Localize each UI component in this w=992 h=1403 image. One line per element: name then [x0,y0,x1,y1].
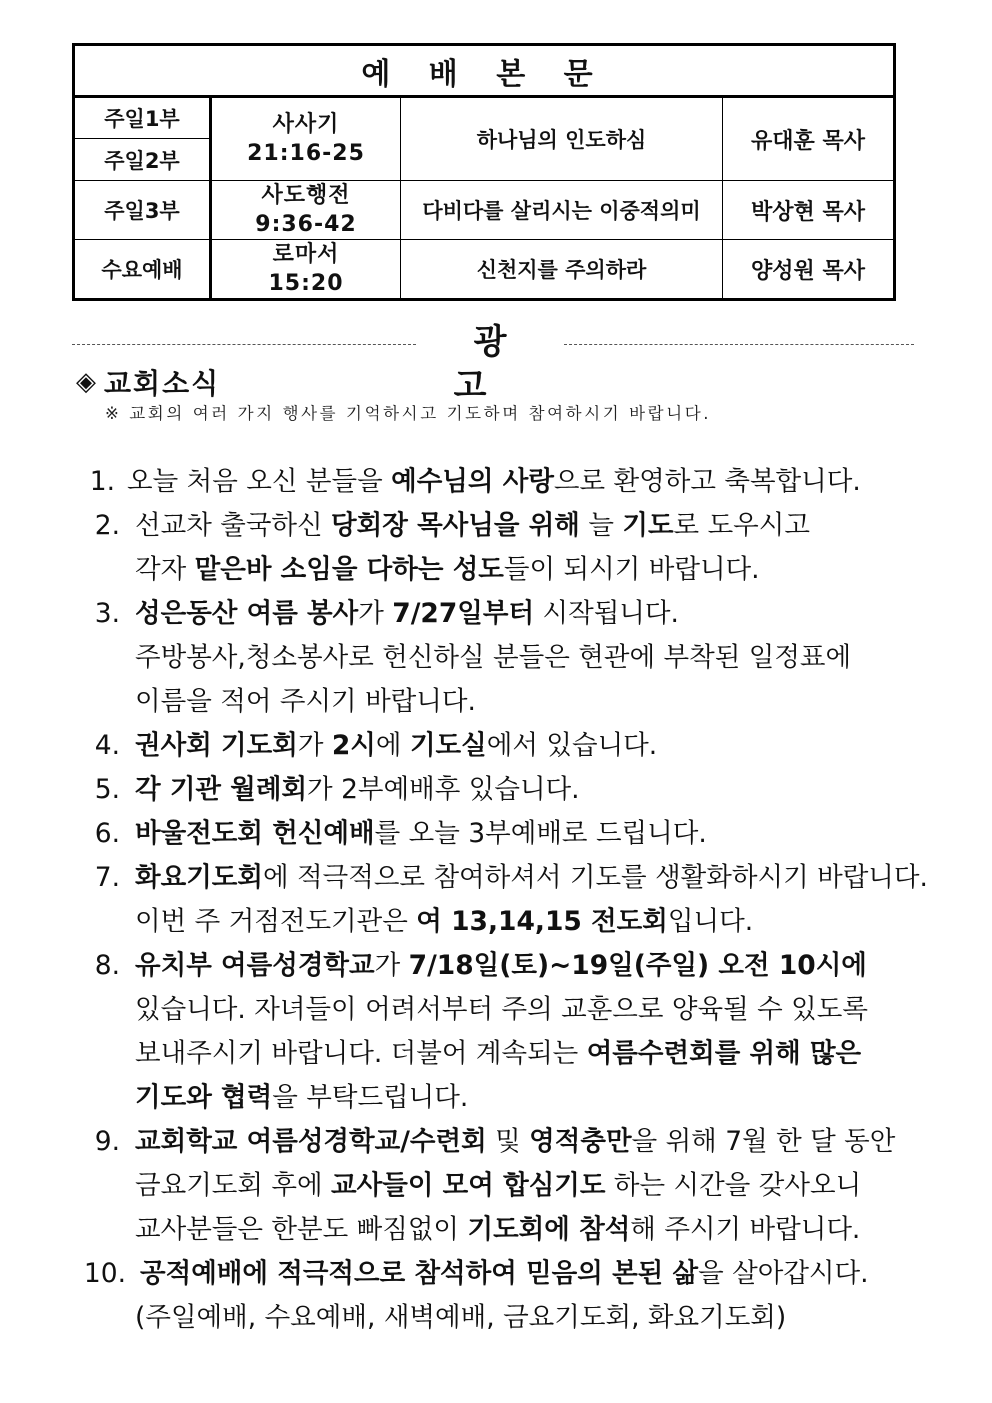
sermon-title: 신천지를 주의하라 [401,240,723,300]
announcement-line [0,812,992,856]
announcement-line [0,988,992,1032]
emphasis-text: 바울전도회 헌신예배 [135,818,375,849]
scripture-ref: 9:36-42 [255,212,357,237]
announcement-line [0,680,992,724]
body-text: 금요기도회 후에 [135,1170,332,1201]
scripture [211,181,401,240]
service-name: 주일1부 [74,97,211,139]
emphasis-text: 성은동산 여름 봉사 [135,598,359,629]
section-note: ※ 교회의 여러 가지 행사를 기억하시고 기도하며 참여하시기 바랍니다. [105,404,712,423]
announcement-number: 7. [94,862,120,893]
body-text: 교사분들은 한분도 빠짐없이 [135,1214,468,1245]
announcement-line [0,1296,992,1340]
announcement-number: 2. [94,510,120,541]
scripture-book: 사사기 [272,112,340,137]
announcement-list [0,460,992,1340]
body-text: 각자 [135,554,195,585]
service-name: 수요예배 [74,240,211,300]
body-text: 있습니다. 자녀들이 어려서부터 주의 교훈으로 양육될 수 있도록 [135,994,868,1025]
emphasis-text: 7/27일부터 [392,598,535,629]
announcement-line [0,504,992,548]
divider-line-left [72,344,416,345]
body-text: 해 주시기 바랍니다. [630,1214,861,1245]
emphasis-text: 예수님의 사랑 [391,466,554,497]
body-text: 가 [374,950,409,981]
emphasis-text: 기도회에 참석 [467,1214,631,1245]
section-heading [76,362,220,402]
pastor-name: 유대훈 목사 [723,97,895,181]
body-text: 을 살아갑시다. [698,1258,869,1289]
body-text: 를 오늘 3부예배로 드립니다. [374,818,707,849]
announcement-line [0,900,992,944]
announcement-number: 5. [94,774,120,805]
emphasis-text: 여 13,14,15 전도회 [416,906,668,937]
announcement-number: 1. [89,466,115,497]
emphasis-text: 권사회 기도회 [135,730,298,761]
announcement-number: 8. [94,950,120,981]
announcement-number: 10. [83,1258,126,1289]
emphasis-text: 맡은바 소임을 다하는 성도 [194,554,504,585]
announcement-heading: 광고 [453,322,547,406]
body-text: 입니다. [667,906,754,937]
announcement-line [0,1252,992,1296]
body-text: 하는 시간을 갖사오니 [605,1170,862,1201]
emphasis-text: 기도와 협력 [135,1082,273,1113]
announcement-item [0,944,992,1120]
worship-title: 예 배 본 문 [74,45,895,97]
emphasis-text: 영적충만 [529,1126,632,1157]
body-text: 에 적극적으로 참여하셔서 기도를 생활화하시기 바랍니다. [263,862,928,893]
body-text: 을 부탁드립니다. [272,1082,469,1113]
announcement-item [0,1252,992,1340]
announcement-line [0,636,992,680]
body-text: 이번 주 거점전도기관은 [135,906,417,937]
section-title: 교회소식 [104,367,221,400]
diamond-icon: ◈ [76,367,96,397]
emphasis-text: 공적예배에 적극적으로 참석하여 믿음의 본된 삶 [140,1258,699,1289]
body-text: 으로 환영하고 축복합니다. [553,466,861,497]
scripture-book: 로마서 [272,242,340,267]
worship-table [72,43,896,301]
divider-line-right [564,344,914,345]
scripture-ref: 21:16-25 [247,141,365,166]
announcement-line [0,1164,992,1208]
emphasis-text: 기도 [622,510,674,541]
emphasis-text: 화요기도회 [135,862,263,893]
body-text: 에 [375,730,410,761]
announcement-item [0,724,992,768]
announcement-item [0,504,992,592]
body-text: 선교차 출국하신 [135,510,332,541]
scripture [211,97,401,181]
announcement-item [0,768,992,812]
scripture-book: 사도행전 [261,183,351,208]
body-text: 가 [358,598,393,629]
body-text: 오늘 처음 오신 분들을 [127,466,392,497]
emphasis-text: 교사들이 모여 합심기도 [331,1170,606,1201]
scripture-ref: 15:20 [268,271,344,296]
announcement-number: 6. [94,818,120,849]
body-text: 보내주시기 바랍니다. 더불어 계속되는 [135,1038,587,1069]
body-text: 가 [297,730,332,761]
announcement-line [0,592,992,636]
body-text: (주일예배, 수요예배, 새벽예배, 금요기도회, 화요기도회) [135,1302,787,1333]
service-name: 주일2부 [74,139,211,181]
service-name: 주일3부 [74,181,211,240]
announcement-line [0,1120,992,1164]
announcement-number: 4. [94,730,120,761]
emphasis-text: 7/18일(토)~19일(주일) 오전 10시에 [408,950,867,981]
announcement-item [0,460,992,504]
sermon-title: 다비다를 살리시는 이중적의미 [401,181,723,240]
emphasis-text: 유치부 여름성경학교 [135,950,375,981]
body-text: 늘 [579,510,623,541]
emphasis-text: 여름수련회를 위해 많은 [586,1038,862,1069]
body-text: 에서 있습니다. [486,730,658,761]
pastor-name: 박상현 목사 [723,181,895,240]
announcement-line [0,944,992,988]
body-text: 가 2부예배후 있습니다. [307,774,580,805]
scripture [211,240,401,300]
announcement-line [0,1032,992,1076]
announcement-line [0,724,992,768]
announcement-line [0,548,992,592]
announcement-item [0,1120,992,1252]
announcement-item [0,856,992,944]
body-text: 및 [486,1126,530,1157]
announcement-number: 9. [94,1126,120,1157]
announcement-line [0,768,992,812]
body-text: 이름을 적어 주시기 바랍니다. [135,686,476,717]
emphasis-text: 기도실 [409,730,487,761]
body-text: 주방봉사,청소봉사로 헌신하실 분들은 현관에 부착된 일정표에 [135,642,852,673]
emphasis-text: 교회학교 여름성경학교/수련회 [135,1126,487,1157]
announcement-line [0,1076,992,1120]
body-text: 로 도우시고 [673,510,810,541]
announcement-line [0,856,992,900]
body-text: 시작됩니다. [534,598,679,629]
announcement-item [0,592,992,724]
body-text: 들이 되시기 바랍니다. [503,554,760,585]
body-text: 을 위해 7월 한 달 동안 [631,1126,896,1157]
emphasis-text: 당회장 목사님을 위해 [331,510,580,541]
announcement-line [0,460,992,504]
sermon-title: 하나님의 인도하심 [401,97,723,181]
announcement-number: 3. [94,598,120,629]
pastor-name: 양성원 목사 [723,240,895,300]
emphasis-text: 각 기관 월례회 [135,774,308,805]
announcement-line [0,1208,992,1252]
emphasis-text: 2시 [331,730,376,761]
announcement-item [0,812,992,856]
